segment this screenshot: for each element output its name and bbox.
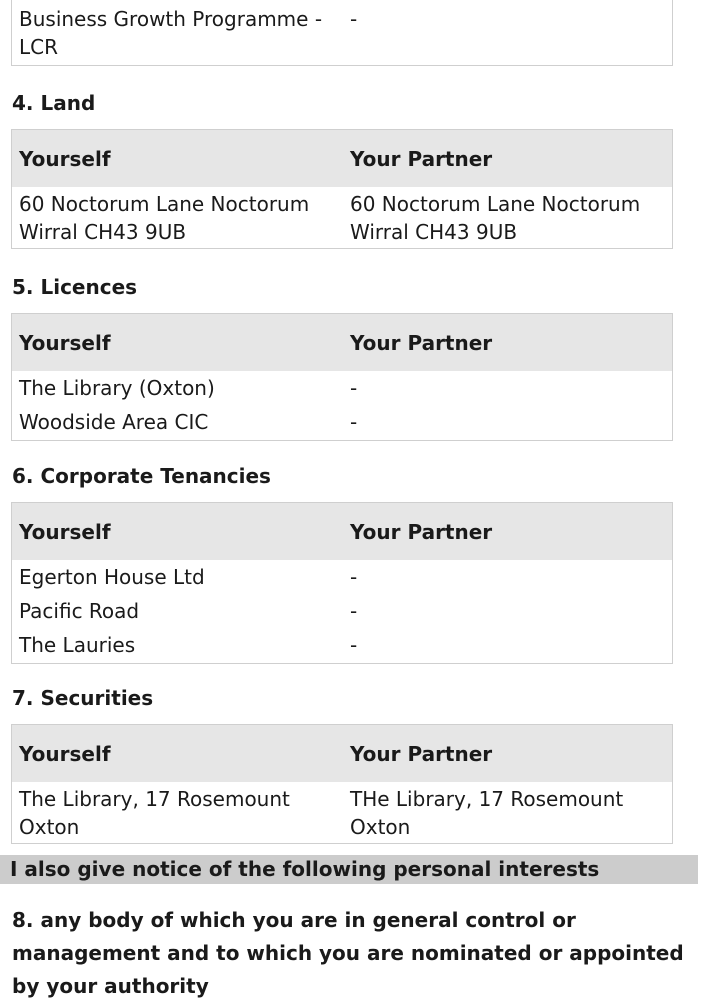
yourself-cell: The Library (Oxton) [19, 376, 215, 400]
partner-cell: - [350, 410, 358, 434]
section-heading-corporate-tenancies: 6. Corporate Tenancies [12, 464, 271, 488]
column-header-yourself: Yourself [19, 330, 111, 355]
table-row [12, 785, 672, 841]
partner-cell: - [350, 565, 358, 589]
table-row [12, 594, 672, 628]
section-heading-securities: 7. Securities [12, 686, 154, 710]
personal-interests-notice-bar: I also give notice of the following personal interests [0, 855, 698, 884]
column-header-yourself: Yourself [19, 146, 111, 171]
licences-table [11, 313, 673, 441]
section-heading-licences: 5. Licences [12, 275, 138, 299]
yourself-cell: Pacific Road [19, 599, 140, 623]
yourself-cell: Business Growth Programme - LCR [19, 7, 323, 59]
table-header [12, 314, 672, 371]
column-header-yourself: Yourself [19, 519, 111, 544]
table-header [12, 130, 672, 187]
section-heading-land: 4. Land [12, 91, 96, 115]
table-row [12, 371, 672, 405]
partner-cell: - [350, 376, 358, 400]
section-8-heading: 8. any body of which you are in general control or management and to which you are nominated or appointed by your authority [12, 908, 684, 998]
partner-cell: 60 Noctorum Lane Noctorum Wirral CH43 9UB [350, 192, 641, 244]
partner-cell: - [350, 599, 358, 623]
table-header [12, 725, 672, 782]
column-header-yourself: Yourself [19, 741, 111, 766]
corporate-tenancies-table [11, 502, 673, 664]
column-header-partner: Your Partner [350, 741, 493, 766]
yourself-cell: Egerton House Ltd [19, 565, 205, 589]
column-header-partner: Your Partner [350, 519, 493, 544]
yourself-cell: Woodside Area CIC [19, 410, 209, 434]
table-header [12, 503, 672, 560]
table-row [12, 560, 672, 594]
column-header-partner: Your Partner [350, 146, 493, 171]
table-row [12, 190, 672, 246]
yourself-cell: The Lauries [19, 633, 136, 657]
yourself-cell: The Library, 17 Rosemount Oxton [19, 787, 290, 839]
table-row [12, 5, 672, 61]
table-row [12, 628, 672, 662]
grants-table [11, 0, 673, 66]
partner-cell: - [350, 633, 358, 657]
land-table [11, 129, 673, 249]
partner-cell: - [350, 7, 358, 31]
partner-cell: THe Library, 17 Rosemount Oxton [350, 787, 624, 839]
table-row [12, 405, 672, 439]
securities-table [11, 724, 673, 844]
column-header-partner: Your Partner [350, 330, 493, 355]
yourself-cell: 60 Noctorum Lane Noctorum Wirral CH43 9UB [19, 192, 310, 244]
